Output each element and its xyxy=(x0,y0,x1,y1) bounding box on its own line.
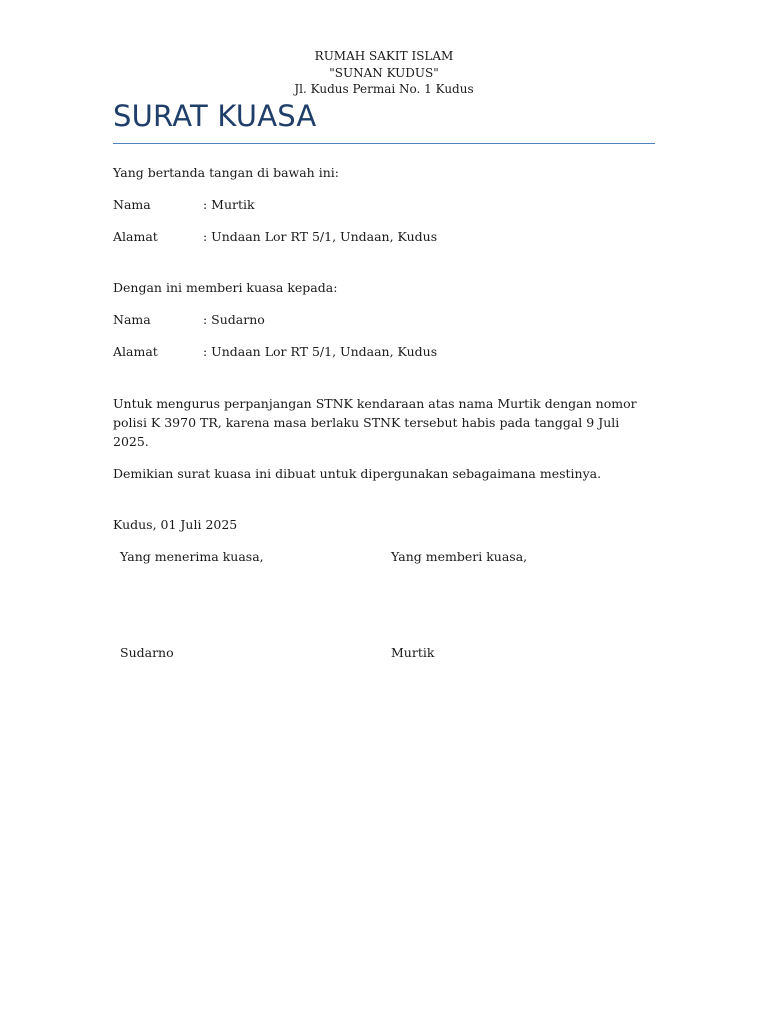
letterhead-institution: RUMAH SAKIT ISLAM xyxy=(314,49,454,63)
grantor-address-value: : Undaan Lor RT 5/1, Undaan, Kudus xyxy=(203,229,438,244)
receiver-caption: Yang menerima kuasa, xyxy=(120,549,264,564)
place-date: Kudus, 01 Juli 2025 xyxy=(113,517,238,532)
grantor-name-value: : Murtik xyxy=(203,197,255,212)
intro-text: Yang bertanda tangan di bawah ini: xyxy=(113,165,339,180)
grantee-address-label: Alamat xyxy=(113,344,158,359)
grantee-address-value: : Undaan Lor RT 5/1, Undaan, Kudus xyxy=(203,344,438,359)
grantor-address-label: Alamat xyxy=(113,229,158,244)
purpose-paragraph: Untuk mengurus perpanjangan STNK kendaraan atas nama Murtik dengan nomor polisi K 3970 TR, karena masa berlaku STNK tersebut habis pada tanggal 9 Juli 2025. xyxy=(113,396,637,449)
grantee-name-label: Nama xyxy=(113,312,151,327)
letterhead xyxy=(0,48,768,98)
grantee-name-value: : Sudarno xyxy=(203,312,265,327)
letterhead-hospital-name: "SUNAN KUDUS" xyxy=(329,65,439,80)
document-title: SURAT KUASA xyxy=(113,99,317,133)
receiver-name: Sudarno xyxy=(120,645,174,660)
giver-name: Murtik xyxy=(391,645,435,660)
giver-caption: Yang memberi kuasa, xyxy=(391,549,528,564)
grant-statement: Dengan ini memberi kuasa kepada: xyxy=(113,280,338,295)
title-divider xyxy=(113,143,655,144)
closing-paragraph: Demikian surat kuasa ini dibuat untuk dipergunakan sebagaimana mestinya. xyxy=(113,466,602,481)
letterhead-address: Jl. Kudus Permai No. 1 Kudus xyxy=(294,82,474,96)
grantor-name-label: Nama xyxy=(113,197,151,212)
